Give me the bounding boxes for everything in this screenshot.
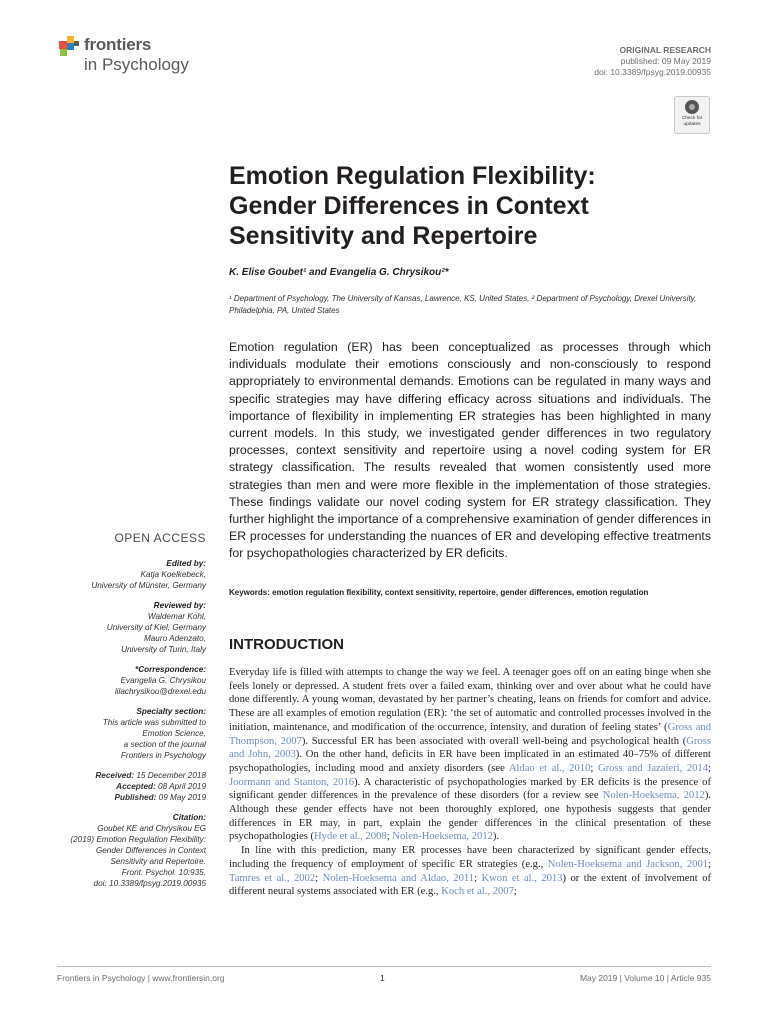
article-meta-header xyxy=(594,45,711,78)
accepted-date: Accepted: 08 April 2019 xyxy=(116,782,206,791)
citation-value: Goubet KE and Chrysikou EG (2019) Emotion Regulation Flexibility: Gender Differences in Context Sensitivity and Repertoire. Front. Psychol. 10:935. doi: 10.3389/fpsyg.2019.00935 xyxy=(70,824,206,888)
body-text xyxy=(229,666,711,899)
article-sidebar xyxy=(58,533,206,889)
edited-by-label: Edited by: xyxy=(166,559,206,568)
footer-issue-info: May 2019 | Volume 10 | Article 935 xyxy=(579,973,711,983)
citation-link[interactable]: Nolen-Hoeksema and Aldao, 2011 xyxy=(322,872,475,884)
doi-link[interactable]: doi: 10.3389/fpsyg.2019.00935 xyxy=(594,67,711,77)
frontiers-logo-icon xyxy=(57,35,81,59)
section-heading-introduction: INTRODUCTION xyxy=(229,636,344,653)
citation-link[interactable]: Tamres et al., 2002 xyxy=(229,872,316,884)
article-type: ORIGINAL RESEARCH xyxy=(619,45,711,55)
citation-label: Citation: xyxy=(172,813,206,822)
keywords: Keywords: emotion regulation flexibility, context sensitivity, repertoire, gender differences, emotion regulation xyxy=(229,588,649,597)
paragraph: Everyday life is filled with attempts to change the way we feel. A teenager goes off on an eating binge when she feels lonely or depressed. A student frets over a failed exam, thinking over and over about what he could have done differently. A young woman, devastated by her partner’s cheating, leans on friends for comfort and advice. These are all examples of emotion regulation (ER): ‘the set of automatic and controlled processes involved in the initiation, maintenance, and modification of the occurrence, intensity, and duration of feeling states’ (Gross and Thompson, 2007). Successful ER has been associated with overall well-being and psychological health (Gross and John, 2003). On the other hand, deficits in ER have been implicated in an estimated 40–75% of different psychopathologies, including mood and anxiety disorders (see Aldao et al., 2010; Gross and Jazaieri, 2014; Joormann and Stanton, 2016). A characteristic of psychopathologies marked by ER deficits is the presence of significant gender differences in the prevalence of these disorders (for a review see Nolen-Hoeksema, 2012). Although these gender effects have not been thoroughly explored, one hypothesis suggests that gender differences in ER may, in part, explain the gender differences in the clinical presentation of these psychopathologies (Hyde et al., 2008; Nolen-Hoeksema, 2012). xyxy=(229,667,711,843)
correspondence-value[interactable]: Evangelia G. Chrysikou lilachrysikou@drexel.edu xyxy=(114,676,206,696)
logo-text-journal: in Psychology xyxy=(84,55,189,74)
specialty-section-label: Specialty section: xyxy=(136,707,206,716)
journal-logo[interactable] xyxy=(57,33,207,81)
logo-text-frontiers: frontiers xyxy=(84,35,152,54)
received-date: Received: 15 December 2018 xyxy=(95,771,206,780)
reviewed-by-label: Reviewed by: xyxy=(153,601,206,610)
check-updates-label: Check for updates xyxy=(681,116,703,127)
footer-journal-link[interactable]: Frontiers in Psychology | www.frontiersin.org xyxy=(57,973,225,983)
citation-link[interactable]: Nolen-Hoeksema, 2012 xyxy=(392,831,493,843)
citation-link[interactable]: Gross and Thompson, 2007 xyxy=(229,721,711,747)
article-title: Emotion Regulation Flexibility: Gender Differences in Context Sensitivity and Repertoire xyxy=(229,162,596,250)
check-for-updates-button[interactable] xyxy=(674,96,710,134)
citation-link[interactable]: Nolen-Hoeksema and Jackson, 2001 xyxy=(547,858,709,870)
specialty-section-value: This article was submitted to Emotion Science, a section of the journal Frontiers in Psychology xyxy=(102,718,206,760)
paragraph: In line with this prediction, many ER processes have been characterized by significant gender effects, including the frequency of employment of specific ER strategies (e.g., Nolen-Hoeksema and Jackson, 2001; Tamres et al., 2002; Nolen-Hoeksema and Aldao, 2011; Kwon et al., 2013) or the extent of involvement of different neural systems associated with ER (e.g., Koch et al., 2007; xyxy=(229,845,712,898)
open-access-label: OPEN ACCESS xyxy=(114,531,206,545)
edited-by-value: Katja Koelkebeck, University of Münster, Germany xyxy=(91,570,206,590)
reviewed-by-value: Waldemar Kohl, University of Kiel, Germany Mauro Adenzato, University of Turin, Italy xyxy=(106,612,206,654)
citation-link[interactable]: Kwon et al., 2013 xyxy=(481,872,563,884)
citation-link[interactable]: Koch et al., 2007 xyxy=(441,886,514,898)
check-updates-icon xyxy=(685,100,699,114)
citation-link[interactable]: Nolen-Hoeksema, 2012 xyxy=(602,790,705,802)
correspondence-label: *Correspondence: xyxy=(135,665,206,674)
citation-link[interactable]: Gross and John, 2003 xyxy=(229,735,711,761)
footer-divider xyxy=(57,966,711,967)
published-date-side: Published: 09 May 2019 xyxy=(114,793,206,802)
author-list: K. Elise Goubet¹ and Evangelia G. Chrysikou²* xyxy=(229,267,449,278)
abstract: Emotion regulation (ER) has been conceptualized as processes through which individuals modulate their emotions consciously and non-consciously to respond appropriately to environmental demands. Emotions can be regulated in many ways and specific strategies may have differing efficacy across situations and individuals. The importance of flexibility in implementing ER strategies has been highlighted in many current models. In this study, we investigated gender differences in two regulatory processes, context sensitivity and repertoire using a novel coding system for ER strategy classification. The results revealed that women consistently used more strategies than men and were more flexible in the implementation of those strategies. These findings validate our novel coding system for ER strategy classification. They further highlight the importance of a comprehensive examination of gender differences in ER processes for understanding the nuances of ER and developing effective treatments for psychopathologies characterized by ER deficits. xyxy=(229,340,711,561)
affiliations: ¹ Department of Psychology, The University of Kansas, Lawrence, KS, United States, ² Department of Psychology, Drexel University, Philadelphia, PA, United States xyxy=(229,294,697,315)
citation-link[interactable]: Hyde et al., 2008 xyxy=(314,831,387,843)
page-number: 1 xyxy=(380,973,385,983)
published-date: published: 09 May 2019 xyxy=(620,56,711,66)
citation-link[interactable]: Joormann and Stanton, 2016 xyxy=(229,776,355,788)
citation-link[interactable]: Aldao et al., 2010 xyxy=(508,762,591,774)
citation-link[interactable]: Gross and Jazaieri, 2014 xyxy=(597,762,709,774)
